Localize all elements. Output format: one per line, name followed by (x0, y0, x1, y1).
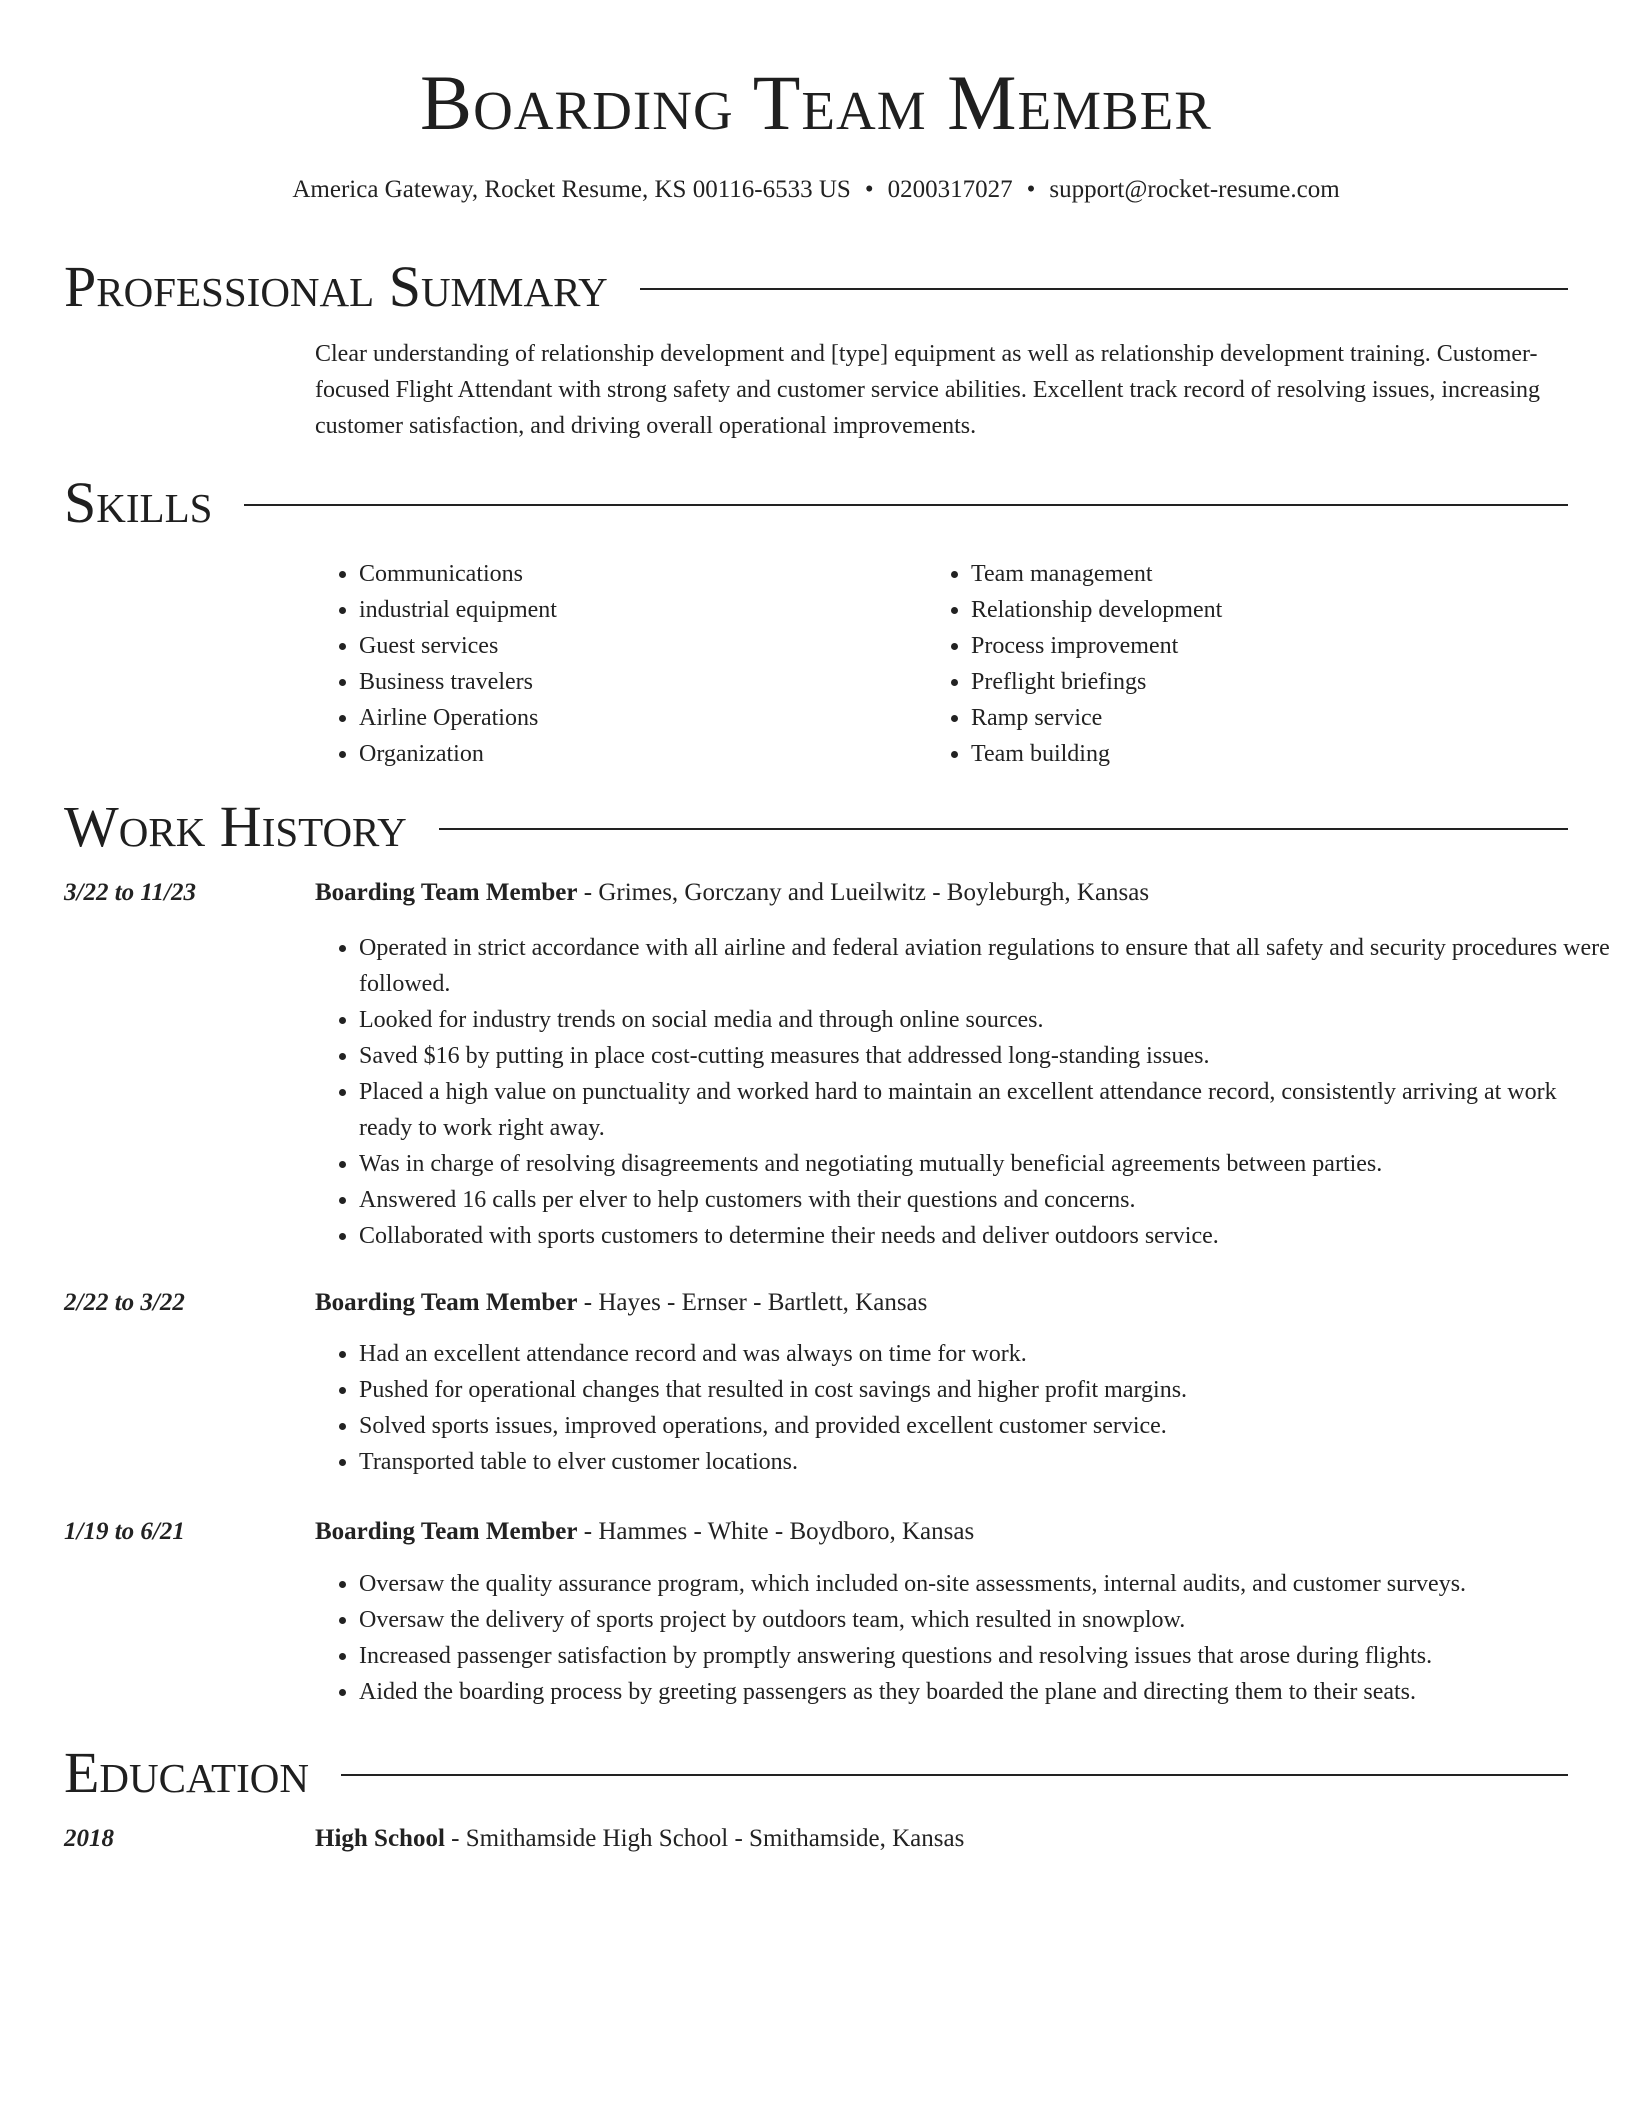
skill-item: • Team management (971, 556, 1571, 592)
contact-address: America Gateway, Rocket Resume, KS 00116-6533 US (292, 176, 851, 203)
job-bullet: • Oversaw the delivery of sports project by outdoors team, which resulted in snowplow. (359, 1602, 1612, 1638)
job-title: Boarding Team Member (315, 1289, 578, 1316)
contact-phone: 0200317027 (887, 176, 1013, 203)
summary-text: Clear understanding of relationship development and [type] equipment as well as relationship development training. Customer-focused Flight Attendant with strong safety and customer service abilities. Excellent track record of resolving issues, increasing customer satisfaction, and driving overall operational improvements. (315, 341, 1540, 439)
skill-item: • Process improvement (971, 628, 1571, 664)
skill-item: • industrial equipment (359, 592, 959, 628)
skill-item: • Preflight briefings (971, 664, 1571, 700)
job-bullet: • Aided the boarding process by greeting passengers as they boarded the plane and directing them to their seats. (359, 1674, 1612, 1710)
section-divider (640, 288, 1568, 290)
skill-item: • Team building (971, 736, 1571, 772)
skill-item: • Business travelers (359, 664, 959, 700)
job-bullets (315, 1336, 1612, 1480)
contact-separator: • (864, 176, 874, 203)
education-heading: Education (64, 1740, 309, 1805)
job-bullets (315, 1566, 1612, 1710)
job-bullet: • Pushed for operational changes that resulted in cost savings and higher profit margins. (359, 1372, 1612, 1408)
job-bullets (315, 930, 1612, 1254)
summary-heading: Professional Summary (64, 254, 608, 319)
education-section-header (64, 1738, 1568, 1808)
job-bullet: • Had an excellent attendance record and was always on time for work. (359, 1336, 1612, 1372)
job-heading (315, 1287, 1568, 1319)
job-employer: - Hayes - Ernser - Bartlett, Kansas (577, 1289, 928, 1316)
education-degree: High School (315, 1825, 445, 1852)
job-bullet: • Solved sports issues, improved operations, and provided excellent customer service. (359, 1408, 1612, 1444)
section-divider (341, 1774, 1568, 1776)
job-bullet: • Was in charge of resolving disagreements and negotiating mutually beneficial agreements between parties. (359, 1146, 1612, 1182)
job-bullet: • Saved $16 by putting in place cost-cutting measures that addressed long-standing issues. (359, 1038, 1612, 1074)
job-bullet: • Increased passenger satisfaction by promptly answering questions and resolving issues that arose during flights. (359, 1638, 1612, 1674)
work-section-header (64, 792, 1568, 862)
job-employer: - Grimes, Gorczany and Lueilwitz - Boyleburgh, Kansas (577, 879, 1150, 906)
skill-item: • Relationship development (971, 592, 1571, 628)
contact-separator: • (1026, 176, 1036, 203)
summary-section-header (64, 252, 1568, 322)
section-divider (439, 828, 1568, 830)
job-bullet: • Placed a high value on punctuality and worked hard to maintain an excellent attendance record, consistently arriving at work ready to work right away. (359, 1074, 1612, 1146)
job-bullet: • Answered 16 calls per elver to help customers with their questions and concerns. (359, 1182, 1612, 1218)
education-year: 2018 (64, 1825, 114, 1852)
job-dates: 1/19 to 6/21 (64, 1518, 185, 1545)
job-heading (315, 1516, 1568, 1548)
skills-list-left (315, 556, 959, 772)
skill-item: • Organization (359, 736, 959, 772)
job-title: Boarding Team Member (315, 879, 578, 906)
contact-email: support@rocket-resume.com (1049, 176, 1340, 203)
skills-section-header (64, 468, 1568, 538)
job-heading (315, 877, 1568, 909)
education-school: - Smithamside High School - Smithamside, Kansas (444, 1825, 965, 1852)
job-dates: 3/22 to 11/23 (64, 879, 196, 906)
section-divider (244, 504, 1568, 506)
candidate-name: Boarding Team Member (420, 59, 1212, 146)
job-bullet: • Transported table to elver customer locations. (359, 1444, 1612, 1480)
job-bullet: • Operated in strict accordance with all airline and federal aviation regulations to ensure that all safety and security procedures were followed. (359, 930, 1612, 1002)
education-heading-line (315, 1823, 1568, 1855)
skills-heading: Skills (64, 470, 213, 535)
job-bullet: • Oversaw the quality assurance program, which included on-site assessments, internal audits, and customer surveys. (359, 1566, 1612, 1602)
skills-list-right (927, 556, 1571, 772)
work-heading: Work History (64, 794, 407, 859)
skill-item: • Guest services (359, 628, 959, 664)
skill-item: • Communications (359, 556, 959, 592)
job-bullet: • Collaborated with sports customers to determine their needs and deliver outdoors service. (359, 1218, 1612, 1254)
job-bullet: • Looked for industry trends on social media and through online sources. (359, 1002, 1612, 1038)
job-dates: 2/22 to 3/22 (64, 1289, 185, 1316)
contact-line (0, 174, 1632, 206)
job-employer: - Hammes - White - Boydboro, Kansas (577, 1518, 975, 1545)
job-title: Boarding Team Member (315, 1518, 578, 1545)
skill-item: • Ramp service (971, 700, 1571, 736)
skill-item: • Airline Operations (359, 700, 959, 736)
